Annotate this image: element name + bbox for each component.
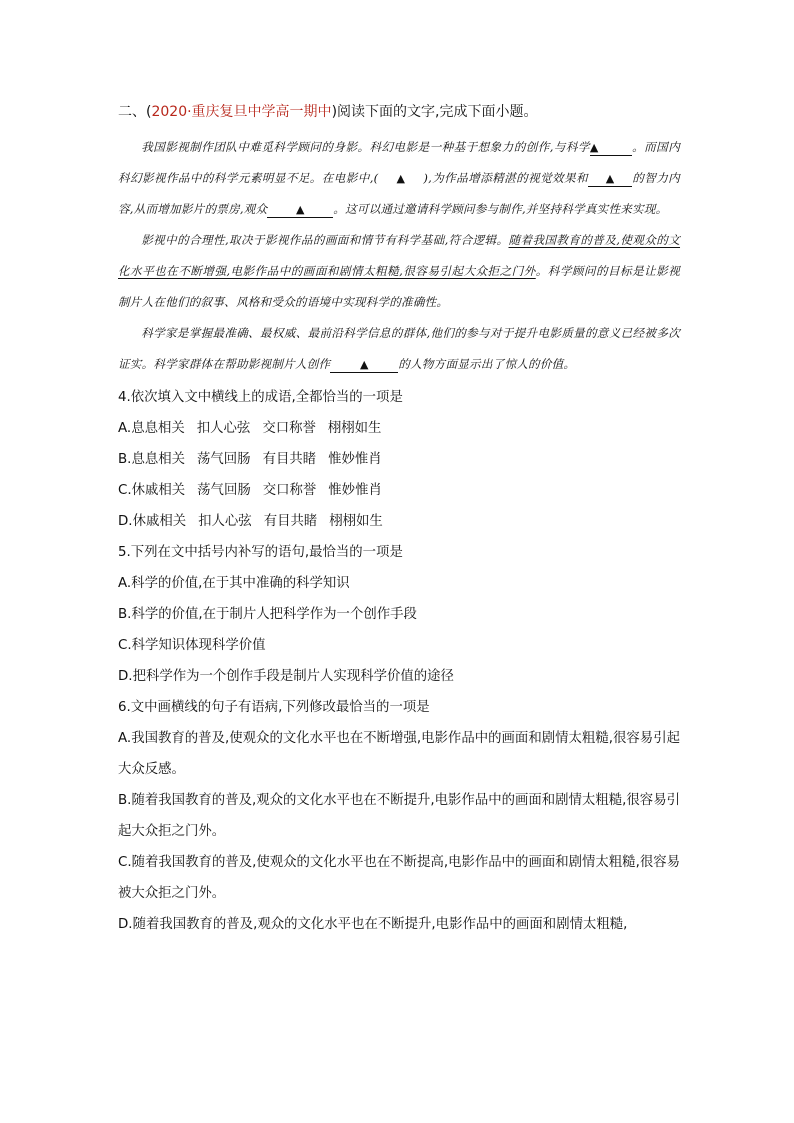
option-item: 有目共睹 (263, 514, 318, 529)
option-item: 休戚相关 (131, 483, 186, 498)
question-4-stem: 4.依次填入文中横线上的成语,全都恰当的一项是 (118, 390, 403, 405)
question-4-option-c[interactable] (118, 475, 680, 506)
passage-text: 我国影视制作团队中难觅科学顾问的身影。科幻电影是一种基于想象力的创作,与科学 (141, 140, 590, 154)
question-4-option-b[interactable] (118, 444, 680, 475)
question-5-stem: 5.下列在文中括号内补写的语句,最恰当的一项是 (118, 545, 403, 560)
option-item: 休戚相关 (132, 514, 187, 529)
option-item: 栩栩如生 (327, 421, 382, 436)
content (118, 100, 680, 940)
option-label: A. (118, 421, 132, 436)
section-title (118, 100, 680, 124)
underlined-sentence: 随着我国教育的普及,使观众的文化水平也在不断增强,电影作品中的画面和剧情太粗糙,很容易引起大众拒之门外 (118, 233, 681, 278)
fill-blank-2: ▲ (588, 172, 632, 187)
question-5-option-d[interactable]: D.把科学作为一个创作手段是制片人实现科学价值的途径 (118, 669, 454, 684)
option-item: 荡气回肠 (197, 483, 251, 498)
question-4-option-a[interactable] (118, 413, 680, 444)
question-5-option-c[interactable]: C.科学知识体现科学价值 (118, 638, 266, 653)
option-label: D. (118, 514, 133, 529)
section-suffix: )阅读下面的文字,完成下面小题。 (331, 104, 538, 120)
reading-passage (118, 132, 680, 380)
question-6-option-a[interactable]: A.我国教育的普及,使观众的文化水平也在不断增强,电影作品中的画面和剧情太粗糙,很容易引起大众反感。 (118, 731, 680, 777)
fill-blank-1: ▲ (590, 141, 632, 156)
passage-text: 的人物方面显示出了惊人的价值。 (398, 357, 576, 371)
question-5-option-a[interactable]: A.科学的价值,在于其中准确的科学知识 (118, 576, 350, 591)
questions (118, 382, 680, 940)
passage-paragraph-2 (118, 225, 680, 318)
option-item: 栩栩如生 (329, 514, 383, 529)
option-item: 交口称誉 (262, 483, 317, 498)
passage-text: 。这可以通过邀请科学顾问参与制作,并坚持科学真实性来实现。 (333, 202, 668, 216)
option-item: 有目共睹 (262, 452, 317, 467)
passage-paragraph-3 (118, 318, 680, 380)
question-6-option-d[interactable]: D.随着我国教育的普及,观众的文化水平也在不断提升,电影作品中的画面和剧情太粗糙, (118, 917, 628, 932)
option-label: B. (118, 452, 132, 467)
passage-text: 影视中的合理性,取决于影视作品的画面和情节有科学基础,符合逻辑。 (141, 233, 509, 247)
option-item: 扣人心弦 (198, 514, 252, 529)
question-6-option-c[interactable]: C.随着我国教育的普及,使观众的文化水平也在不断提高,电影作品中的画面和剧情太粗糙,很容易被大众拒之门外。 (118, 855, 680, 901)
option-item: 息息相关 (131, 421, 185, 436)
passage-paragraph-1 (118, 132, 680, 225)
option-item: 惟妙惟肖 (328, 452, 382, 467)
option-label: C. (118, 483, 132, 498)
passage-text: 。科学顾问的目标是让影视制片人在他们的叙事、风格和受众的语境中实现科学的准确性。 (118, 264, 680, 309)
option-item: 扣人心弦 (196, 421, 251, 436)
question-4-option-d[interactable] (118, 506, 680, 537)
option-item: 惟妙惟肖 (328, 483, 382, 498)
option-item: 交口称誉 (262, 421, 316, 436)
passage-text: ),为作品增添精湛的视觉效果和 (423, 171, 589, 185)
passage-text: 。而国内科幻影视作品中的科学元素明显不足。在电影中,( (118, 140, 680, 185)
section-prefix: 二、( (118, 104, 152, 120)
question-6-option-b[interactable]: B.随着我国教育的普及,观众的文化水平也在不断提升,电影作品中的画面和剧情太粗糙,很容易引起大众拒之门外。 (118, 793, 680, 839)
fill-blank-4: ▲ (330, 358, 398, 373)
paren-blank-mark: ▲ (396, 172, 406, 185)
question-6-stem: 6.文中画横线的句子有语病,下列修改最恰当的一项是 (118, 700, 430, 715)
fill-blank-3: ▲ (267, 203, 333, 218)
question-5-option-b[interactable]: B.科学的价值,在于制片人把科学作为一个创作手段 (118, 607, 417, 622)
option-item: 息息相关 (131, 452, 186, 467)
source-tag: 2020·重庆复旦中学高一期中 (151, 104, 332, 120)
passage-text: 的智力内容,从而增加影片的票房,观众 (118, 171, 680, 216)
option-item: 荡气回肠 (197, 452, 251, 467)
passage-text: 科学家是掌握最准确、最权威、最前沿科学信息的群体,他们的参与对于提升电影质量的意义已经被多次证实。科学家群体在帮助影视制片人创作 (118, 326, 680, 371)
